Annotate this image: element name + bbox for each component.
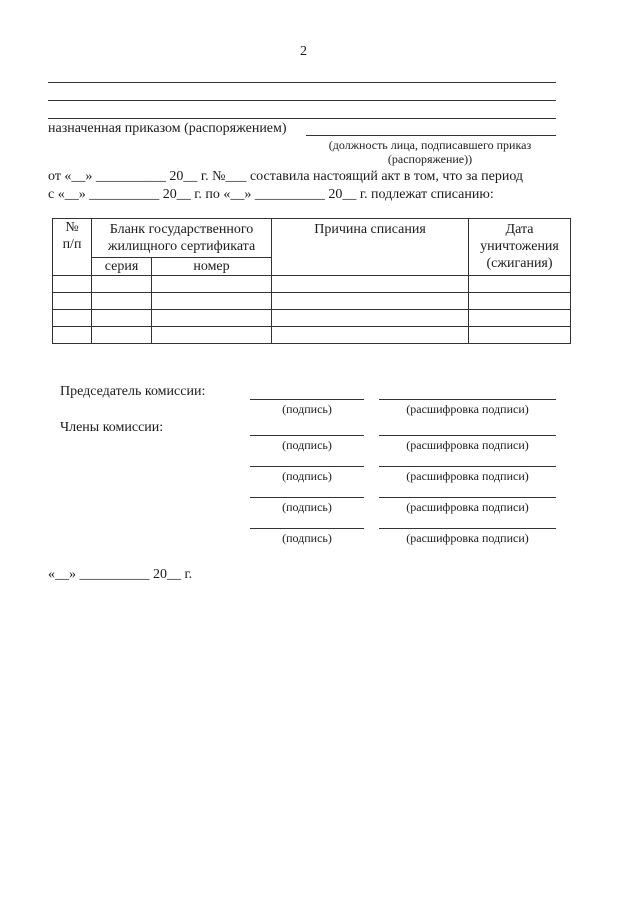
decoding-line xyxy=(379,435,556,436)
decoding-line xyxy=(379,497,556,498)
signature-line xyxy=(250,528,364,529)
table-cell xyxy=(469,310,571,327)
signature-line xyxy=(250,466,364,467)
table-cell xyxy=(53,276,92,293)
decoding-line xyxy=(379,528,556,529)
chairman-label: Председатель комиссии: xyxy=(60,384,206,399)
table-cell xyxy=(469,276,571,293)
decoding-line xyxy=(379,399,556,400)
signature-line xyxy=(250,399,364,400)
table-cell xyxy=(53,293,92,310)
period-line: с «__» __________ 20__ г. по «__» __________ 20__ г. подлежат списанию: xyxy=(48,187,494,202)
table-cell xyxy=(272,310,469,327)
page-number: 2 xyxy=(300,44,307,59)
decoding-caption: (расшифровка подписи) xyxy=(406,500,529,514)
table-cell xyxy=(469,327,571,344)
order-position-line xyxy=(306,135,556,136)
table-cell xyxy=(92,293,152,310)
order-caption-2: (распоряжение)) xyxy=(387,152,473,166)
table-cell xyxy=(92,310,152,327)
header-series: серия xyxy=(92,258,152,276)
header-reason: Причина списания xyxy=(272,219,469,276)
table-cell xyxy=(152,276,272,293)
signature-caption: (подпись) xyxy=(282,531,332,545)
signature-caption: (подпись) xyxy=(282,402,332,416)
decoding-caption: (расшифровка подписи) xyxy=(406,438,529,452)
table-row xyxy=(53,276,571,293)
date-line: «__» __________ 20__ г. xyxy=(48,567,193,582)
decoding-caption: (расшифровка подписи) xyxy=(406,402,529,416)
signature-line xyxy=(250,435,364,436)
table-cell xyxy=(53,327,92,344)
act-line: от «__» __________ 20__ г. №___ составила настоящий акт в том, что за период xyxy=(48,169,524,184)
signature-caption: (подпись) xyxy=(282,469,332,483)
header-number: № п/п xyxy=(53,219,92,276)
blank-line xyxy=(48,100,556,101)
decoding-caption: (расшифровка подписи) xyxy=(406,531,529,545)
order-caption-1: (должность лица, подписавшего приказ xyxy=(328,138,532,152)
table-cell xyxy=(92,276,152,293)
decoding-line xyxy=(379,466,556,467)
table-cell xyxy=(469,293,571,310)
table-cell xyxy=(152,310,272,327)
order-prefix: назначенная приказом (распоряжением) xyxy=(48,121,287,136)
table-cell xyxy=(272,276,469,293)
table-row xyxy=(53,327,571,344)
table-cell xyxy=(92,327,152,344)
header-blank: Бланк государственного жилищного сертификата xyxy=(92,219,272,258)
writeoff-table xyxy=(52,218,571,344)
table-row xyxy=(53,310,571,327)
blank-line xyxy=(48,118,556,119)
members-label: Члены комиссии: xyxy=(60,420,164,435)
signature-line xyxy=(250,497,364,498)
signature-caption: (подпись) xyxy=(282,500,332,514)
table-cell xyxy=(152,293,272,310)
table-cell xyxy=(272,327,469,344)
signature-caption: (подпись) xyxy=(282,438,332,452)
table-cell xyxy=(272,293,469,310)
table-cell xyxy=(152,327,272,344)
table-row xyxy=(53,293,571,310)
table-cell xyxy=(53,310,92,327)
header-date: Дата уничтожения (сжигания) xyxy=(469,219,571,276)
decoding-caption: (расшифровка подписи) xyxy=(406,469,529,483)
header-number-col: номер xyxy=(152,258,272,276)
blank-line xyxy=(48,82,556,83)
